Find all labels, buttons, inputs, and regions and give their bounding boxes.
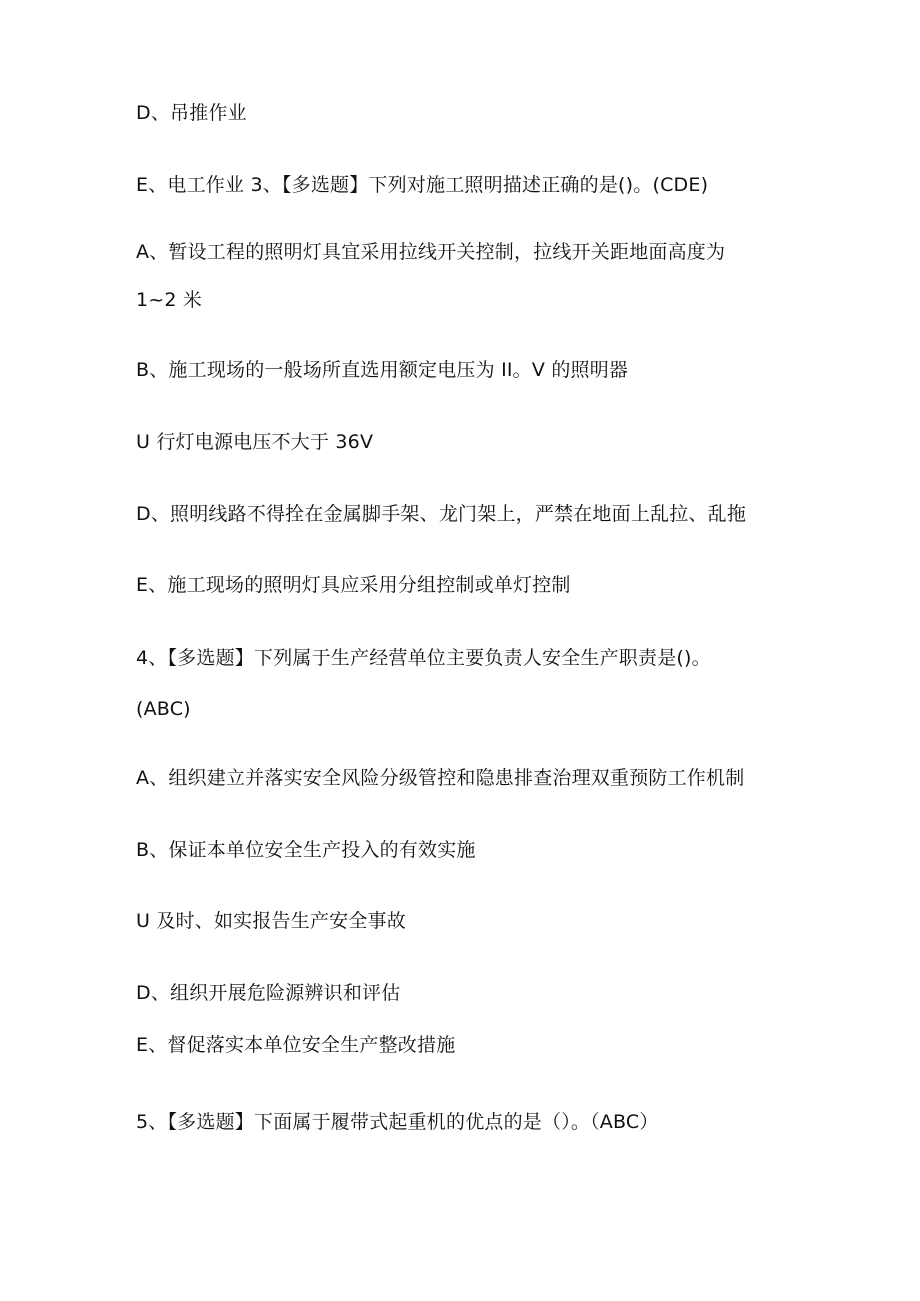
- option-a-line: A、暂设工程的照明灯具宜采用拉线开关控制，拉线开关距地面高度为: [136, 241, 726, 263]
- option-a-line: A、组织建立并落实安全风险分级管控和隐患排查治理双重预防工作机制: [136, 767, 745, 789]
- option-a-continued-line: 1~2 米: [136, 289, 203, 311]
- option-b-line: B、保证本单位安全生产投入的有效实施: [136, 839, 476, 861]
- question-4-line: 4、【多选题】下列属于生产经营单位主要负责人安全生产职责是()。: [136, 647, 711, 669]
- option-c-line: U 行灯电源电压不大于 36V: [136, 431, 374, 453]
- question-4-answer-line: (ABC): [136, 698, 191, 720]
- option-d-line: D、照明线路不得拴在金属脚手架、龙门架上，严禁在地面上乱拉、乱拖: [136, 503, 747, 525]
- option-e-line: E、督促落实本单位安全生产整改措施: [136, 1034, 456, 1056]
- question-3-line: E、电工作业 3、【多选题】下列对施工照明描述正确的是()。(CDE): [136, 174, 709, 196]
- option-b-line: B、施工现场的一般场所直选用额定电压为 II。V 的照明器: [136, 359, 629, 381]
- option-e-line: E、施工现场的照明灯具应采用分组控制或单灯控制: [136, 574, 571, 596]
- option-d-line: D、组织开展危险源辨识和评估: [136, 982, 401, 1004]
- option-c-line: U 及时、如实报告生产安全事故: [136, 910, 406, 932]
- question-5-line: 5、【多选题】下面属于履带式起重机的优点的是（）。（ABC）: [136, 1111, 659, 1133]
- option-d-line: D、吊推作业: [136, 102, 247, 124]
